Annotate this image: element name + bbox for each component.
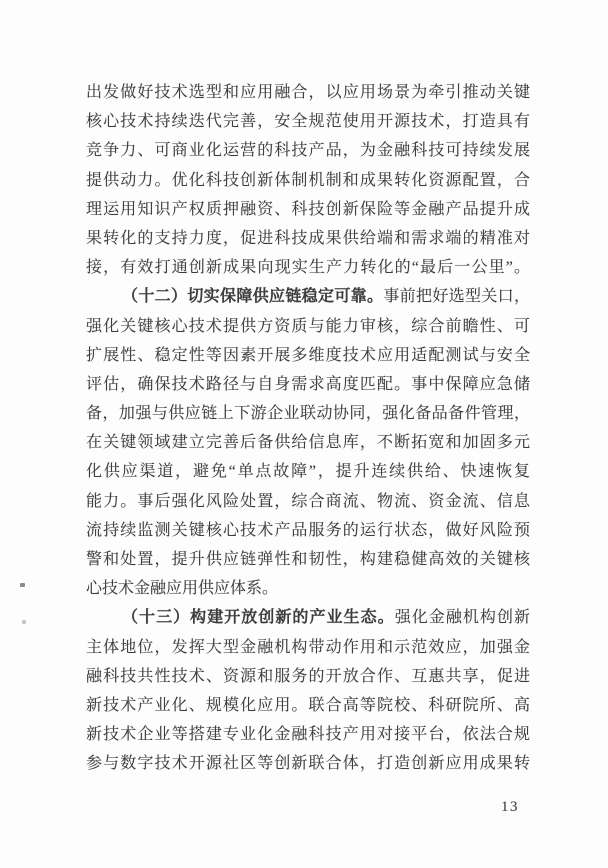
- text-line: [86, 516, 530, 545]
- text-segment: 能力。事后强化风险处置，综合商流、物流、资金流、信息: [86, 492, 530, 510]
- text-line: [86, 399, 530, 428]
- text-segment: 备，加强与供应链上下游企业联动协同，强化备品备件管理，: [86, 405, 530, 423]
- page-number: 13: [501, 799, 519, 815]
- text-segment: 核心技术持续迭代完善，安全规范使用开源技术，打造具有: [86, 113, 530, 131]
- text-segment: 理运用知识产权质押融资、科技创新保险等金融产品提升成: [86, 200, 530, 218]
- text-line: [86, 749, 530, 778]
- text-line: [86, 195, 530, 224]
- text-line: [86, 574, 530, 603]
- clause-heading: （十二）切实保障供应链稳定可靠。: [122, 288, 384, 306]
- text-segment: 新技术产业化、规模化应用。联合高等院校、科研院所、高: [86, 696, 530, 714]
- text-segment: 扩展性、稳定性等因素开展多维度技术应用适配测试与安全: [86, 346, 530, 364]
- text-line: [86, 457, 530, 486]
- text-segment: 评估，确保技术路径与自身需求高度匹配。事中保障应急储: [86, 375, 530, 393]
- text-line: [86, 691, 530, 720]
- text-segment: 心技术金融应用供应体系。: [86, 580, 279, 598]
- clause-heading: （十三）构建开放创新的产业生态。: [122, 609, 395, 627]
- text-segment: 出发做好技术选型和应用融合，以应用场景为牵引推动关键: [86, 84, 530, 101]
- text-line: [86, 487, 530, 516]
- text-segment: 主体地位，发挥大型金融机构带动作用和示范效应，加强金: [86, 638, 530, 656]
- text-segment: 果转化的支持力度，促进科技成果供给端和需求端的精准对: [86, 229, 530, 247]
- text-line: [86, 341, 530, 370]
- text-segment: 融科技共性技术、资源和服务的开放合作、互惠共享，促进: [86, 667, 530, 685]
- text-segment: 警和处置，提升供应链弹性和韧性，构建稳健高效的关键核: [86, 551, 530, 568]
- text-line: [86, 136, 530, 165]
- scan-speck: [20, 583, 25, 587]
- body-text: [86, 78, 530, 779]
- text-line: [86, 312, 530, 341]
- text-segment: 流持续监测关键核心技术产品服务的运行状态，做好风险预: [86, 521, 530, 539]
- text-segment: 在关键领域建立完善后备供给信息库，不断拓宽和加固多元: [86, 434, 530, 452]
- text-line: [86, 428, 530, 457]
- text-segment: 提供动力。优化科技创新体制机制和成果转化资源配置，合: [86, 171, 530, 189]
- text-line: [86, 370, 530, 399]
- text-segment: 新技术企业等搭建专业化金融科技产用对接平台，依法合规: [86, 726, 530, 744]
- text-segment: 化供应渠道，避免“单点故障”，提升连续供给、快速恢复: [86, 463, 530, 481]
- scan-speck: [22, 620, 26, 624]
- text-line: [86, 78, 530, 107]
- text-line: [86, 603, 530, 632]
- text-segment: 事前把好选型关口，: [383, 288, 530, 306]
- text-line: [86, 662, 530, 691]
- text-segment: 竞争力、可商业化运营的科技产品，为金融科技可持续发展: [86, 142, 530, 160]
- text-segment: 参与数字技术开源社区等创新联合体，打造创新应用成果转: [86, 755, 530, 773]
- text-segment: 强化金融机构创新: [394, 609, 530, 627]
- text-segment: 接，有效打通创新成果向现实生产力转化的“最后一公里”。: [86, 259, 530, 277]
- text-line: [86, 545, 530, 574]
- text-line: [86, 282, 530, 311]
- text-line: [86, 166, 530, 195]
- text-line: [86, 224, 530, 253]
- text-line: [86, 253, 530, 282]
- text-line: [86, 107, 530, 136]
- text-line: [86, 720, 530, 749]
- text-line: [86, 633, 530, 662]
- text-segment: 强化关键核心技术提供方资质与能力审核，综合前瞻性、可: [86, 317, 530, 335]
